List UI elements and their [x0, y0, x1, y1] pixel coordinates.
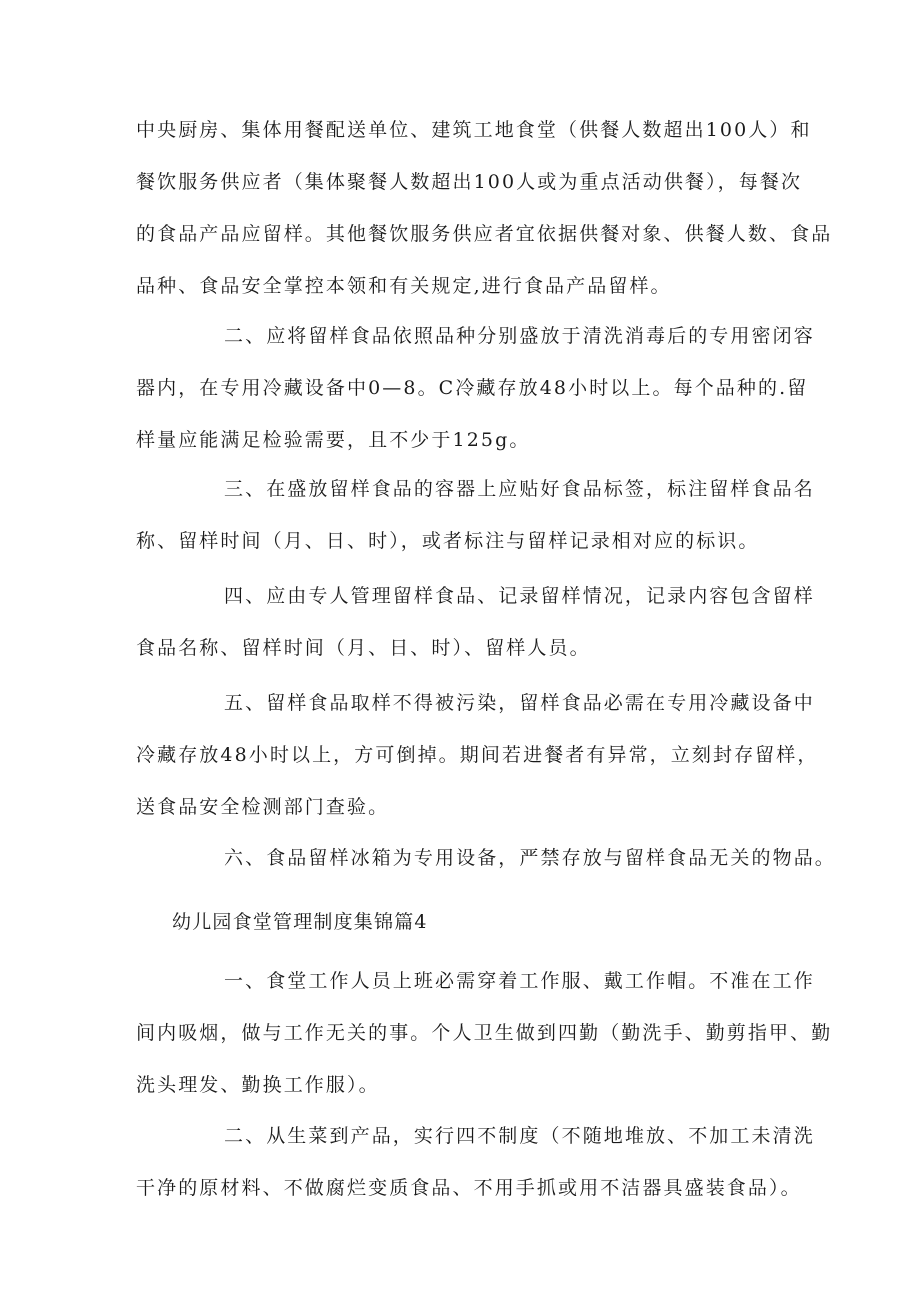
text-line: 的食品产品应留样。其他餐饮服务供应者宜依据供餐对象、供餐人数、食品: [136, 223, 833, 245]
paragraph-rule-2: [136, 310, 815, 466]
paragraph-rule-5: [136, 677, 819, 833]
text-line: 六、食品留样冰箱为专用设备，严禁存放与留样食品无关的物品。: [224, 847, 836, 869]
text-line: 二、从生菜到产品，实行四不制度（不随地堆放、不加工未清洗: [224, 1125, 815, 1147]
text-line: 五、留样食品取样不得被污染，留样食品必需在专用冷藏设备中: [224, 692, 815, 714]
text-line: 干净的原材料、不做腐烂变质食品、不用手抓或用不洁器具盛装食品）。: [136, 1177, 802, 1199]
text-line: 食品名称、留样时间（月、日、时）、留样人员。: [136, 637, 591, 659]
paragraph-rule-6: [136, 832, 836, 884]
text-line: 一、食堂工作人员上班必需穿着工作服、戴工作帽。不准在工作: [224, 970, 815, 992]
text-line: 洗头理发、勤换工作服）。: [136, 1074, 380, 1096]
text-line: 餐饮服务供应者（集体聚餐人数超出100人或为重点活动供餐），每餐次: [136, 171, 803, 193]
paragraph-canteen-rule-2: [136, 1110, 815, 1214]
text-line: 中央厨房、集体用餐配送单位、建筑工地食堂（供餐人数超出100人）和: [136, 119, 812, 141]
text-line: 品种、食品安全掌控本领和有关规定,进行食品产品留样。: [136, 275, 672, 297]
paragraph-rule-3: [136, 463, 815, 567]
text-line: 四、应由专人管理留样食品、记录留样情况，记录内容包含留样: [224, 585, 815, 607]
text-line: 样量应能满足检验需要，且不少于125g。: [136, 429, 531, 451]
section-heading: 幼儿园食堂管理制度集锦篇4: [172, 911, 428, 933]
paragraph-rule-4: [136, 570, 815, 674]
text-line: 送食品安全检测部门查验。: [136, 796, 390, 818]
paragraph-catering-sample-scope: [136, 104, 833, 312]
text-line: 器内，在专用冷藏设备中0—8。C冷藏存放48小时以上。每个品种的.留: [136, 377, 809, 399]
text-line: 冷藏存放48小时以上，方可倒掉。期间若进餐者有异常，立刻封存留样，: [136, 744, 819, 766]
paragraph-canteen-rule-1: [136, 955, 833, 1111]
text-line: 间内吸烟，做与工作无关的事。个人卫生做到四勤（勤洗手、勤剪指甲、勤: [136, 1022, 833, 1044]
text-line: 三、在盛放留样食品的容器上应贴好食品标签，标注留样食品名: [224, 478, 815, 500]
text-line: 二、应将留样食品依照品种分别盛放于清洗消毒后的专用密闭容: [224, 325, 815, 347]
text-line: 称、留样时间（月、日、时），或者标注与留样记录相对应的标识。: [136, 530, 760, 552]
